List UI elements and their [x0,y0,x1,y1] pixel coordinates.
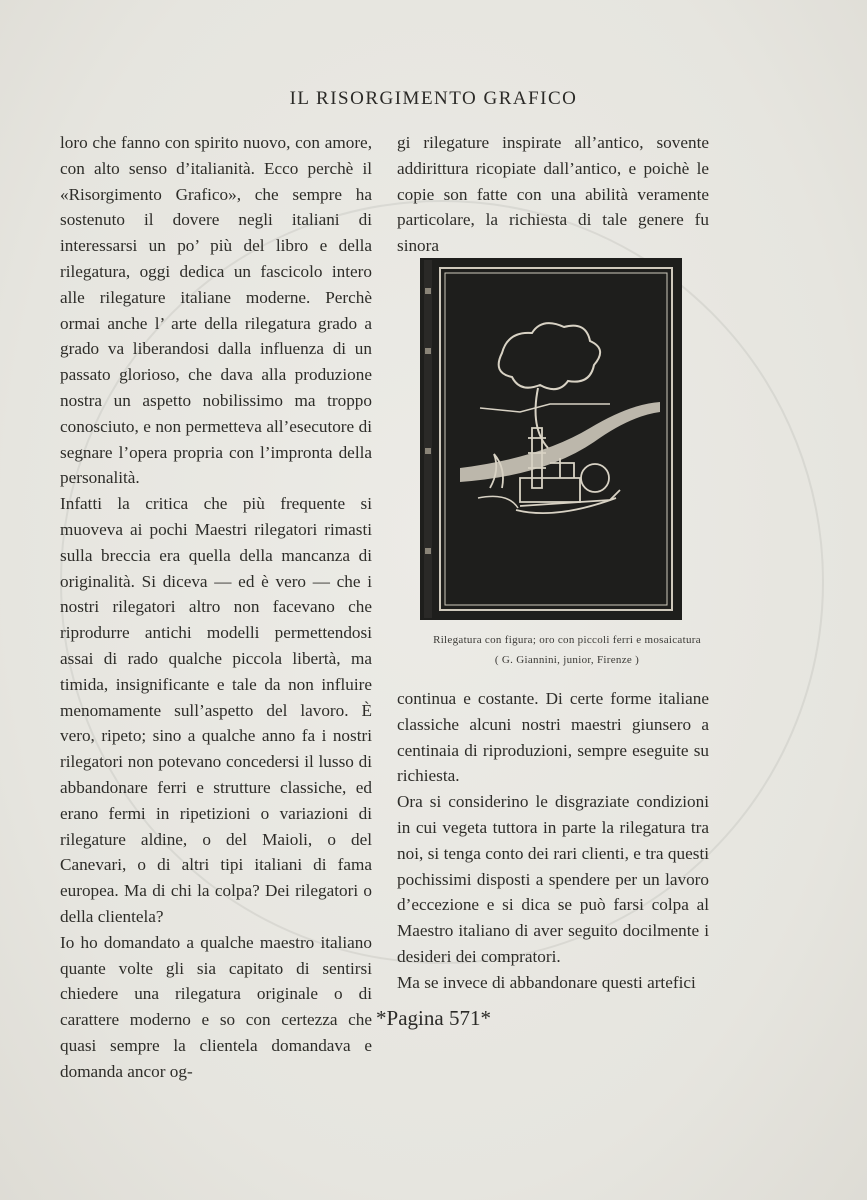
paragraph: continua e costante. Di certe forme italiane classiche alcuni nostri maestri giunsero a centinaia di riproduzioni, sempre eseguite su richiesta. [397,689,709,786]
figure-credit: ( G. Giannini, junior, Firenze ) [494,654,640,666]
page-number: *Pagina 571* [376,1006,491,1030]
paragraph: Ma se invece di abbandonare questi artefici [397,972,696,992]
paragraph: loro che fanno con spirito nuovo, con amore, con alto senso d’italianità. Ecco perchè il «Risorgimento Grafico», che sempre ha sostenuto il dovere negli italiani di interessarsi un po’ più del libro e della rilegatura, oggi dedica un fascicolo intero alle rilegature italiane moderne. Perchè ormai anche l’ arte della rilegatura grado a grado va liberandosi dalla influenza di un passato glorioso, che dava alla produzione nostra un aspetto nobilissimo ma troppo conosciuto, e non permetteva all’esecutore di segnare l’opera propria con l’impronta della personalità. [60,133,372,488]
right-column-bottom [397,686,709,996]
bookbinding-image [420,258,682,620]
paragraph: Infatti la critica che più frequente si muoveva ai pochi Maestri rilegatori rimasti sulla breccia era quella della mancanza di originalità. Si diceva — ed è vero — che i nostri rilegatori altro non facevano che riprodurre antichi modelli permettendosi assai di rado qualche piccola libertà, ma timida, insignificante e tale da non influire menomamente sull’aspetto del lavoro. È vero, ripeto; sino a qualche anno fa i nostri rilegatori non potevano concedersi il lusso di abbandonare ferri e strutture classiche, ed erano fermi in ripetizioni o variazioni di rilegature aldine, o del Maioli, o del Canevari, o di altri tipi italiani di fama europea. Ma di chi la colpa? Dei rilegatori o della clientela? [60,494,372,926]
left-column [60,130,372,1084]
running-header: IL RISORGIMENTO GRAFICO [289,88,578,109]
paragraph: Io ho domandato a qualche maestro italiano quante volte gli sia capitato di sentirsi chiedere una rilegatura originale o di carattere moderno e so con certezza che quasi sempre la clientela domandava e domanda ancor og- [60,932,372,1081]
right-column-top [397,130,709,259]
figure-caption: Rilegatura con figura; oro con piccoli ferri e mosaicatura [433,634,701,646]
paragraph: Ora si considerino le disgraziate condizioni in cui vegeta tuttora in parte la rilegatura tra noi, si tenga conto dei rari clienti, e tra questi pochissimi disposti a spendere per un lavoro d’eccezione e si dica se può farsi colpa al Maestro italiano di aver seguito docilmente i desideri dei compratori. [397,792,709,966]
paragraph: gi rilegature inspirate all’antico, sovente addirittura ricopiate dall’antico, e poichè le copie son fatte con una abilità veramente particolare, la richiesta di tale genere fu sinora [397,133,709,256]
book-binding-illustration [420,258,682,620]
